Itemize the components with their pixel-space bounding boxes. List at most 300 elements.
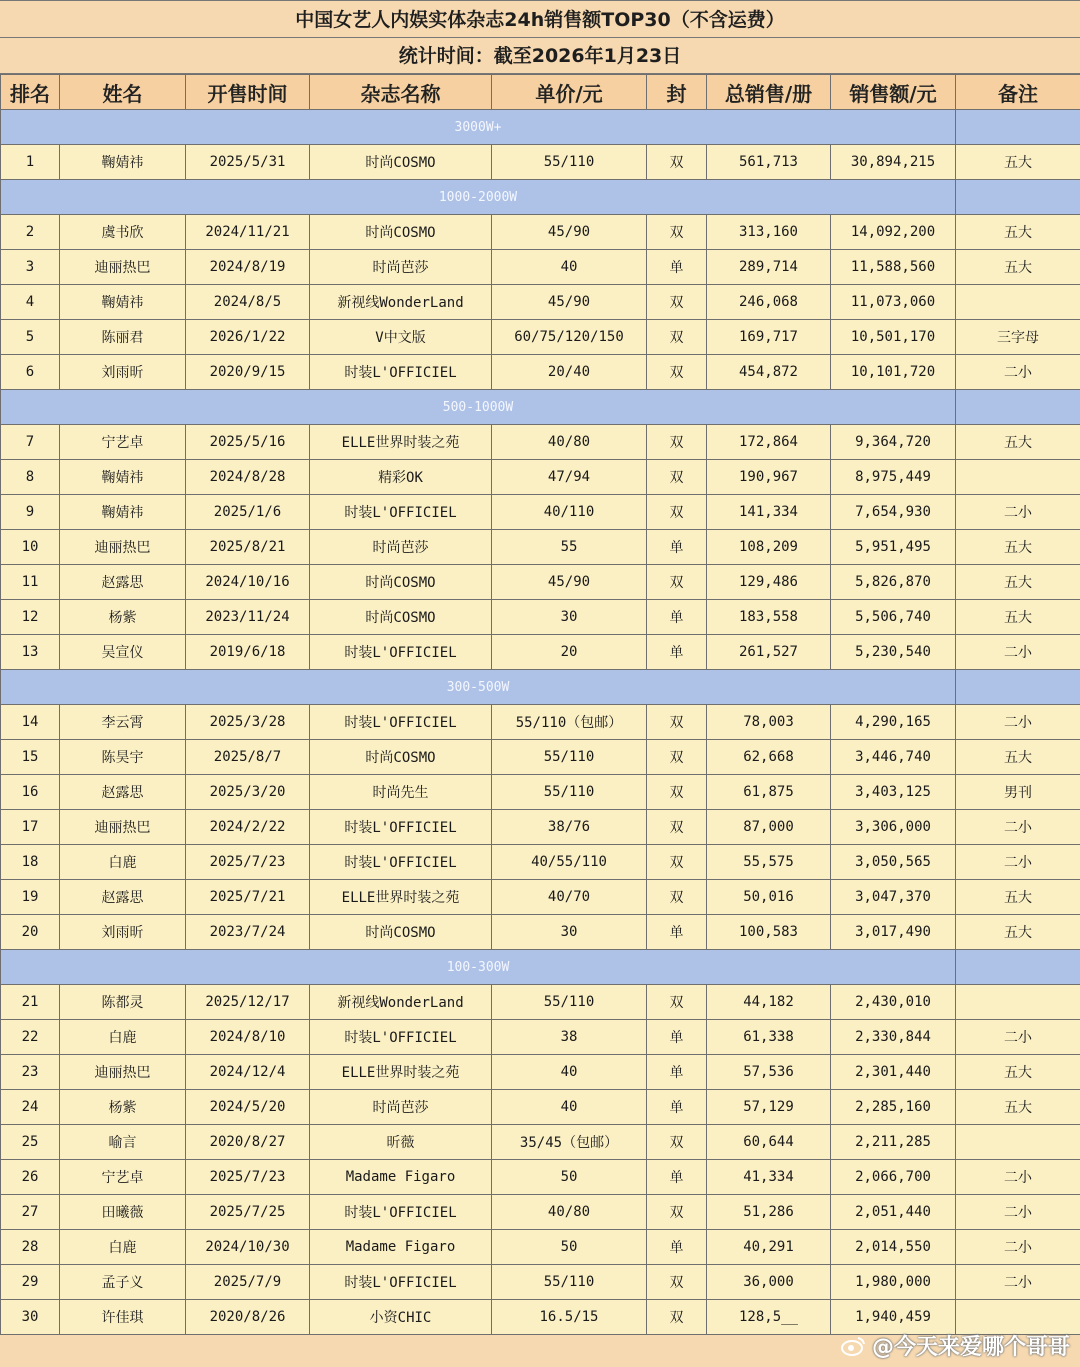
group-row [1,950,1080,985]
name-cell: 赵露思 [60,565,186,600]
price-cell: 50 [492,1230,647,1265]
magazine-cell: V中文版 [310,320,492,355]
table-row [1,1020,1080,1055]
copies-cell: 561,713 [707,145,831,180]
rank-cell: 5 [1,320,60,355]
cover-cell: 双 [647,460,707,495]
rank-cell: 22 [1,1020,60,1055]
date-cell: 2025/12/17 [186,985,310,1020]
name-cell: 孟子义 [60,1265,186,1300]
rank-cell: 13 [1,635,60,670]
rank-cell: 1 [1,145,60,180]
cover-cell: 单 [647,635,707,670]
note-cell: 五大 [956,425,1080,460]
note-cell: 五大 [956,530,1080,565]
copies-cell: 141,334 [707,495,831,530]
rank-cell: 25 [1,1125,60,1160]
magazine-cell: 小资CHIC [310,1300,492,1335]
date-cell: 2025/1/6 [186,495,310,530]
magazine-cell: 时尚COSMO [310,145,492,180]
magazine-cell: 时尚COSMO [310,600,492,635]
rank-cell: 17 [1,810,60,845]
rank-cell: 26 [1,1160,60,1195]
table-row [1,1230,1080,1265]
cover-cell: 双 [647,775,707,810]
note-cell [956,1125,1080,1160]
cover-cell: 双 [647,1265,707,1300]
name-cell: 田曦薇 [60,1195,186,1230]
table-row [1,810,1080,845]
group-row [1,110,1080,145]
group-note-cell [956,950,1080,985]
note-cell: 二小 [956,705,1080,740]
revenue-cell: 2,051,440 [831,1195,956,1230]
table-row [1,320,1080,355]
table-row [1,600,1080,635]
magazine-cell: 时尚芭莎 [310,1090,492,1125]
copies-cell: 62,668 [707,740,831,775]
col-price: 单价/元 [492,75,647,110]
col-copies: 总销售/册 [707,75,831,110]
cover-cell: 单 [647,1055,707,1090]
price-cell: 55/110 [492,145,647,180]
revenue-cell: 2,301,440 [831,1055,956,1090]
group-row [1,670,1080,705]
rank-cell: 3 [1,250,60,285]
cover-cell: 单 [647,1020,707,1055]
table-row [1,845,1080,880]
col-date: 开售时间 [186,75,310,110]
note-cell: 五大 [956,600,1080,635]
table-row [1,1160,1080,1195]
note-cell: 五大 [956,145,1080,180]
date-cell: 2025/7/9 [186,1265,310,1300]
revenue-cell: 2,066,700 [831,1160,956,1195]
copies-cell: 183,558 [707,600,831,635]
cover-cell: 双 [647,985,707,1020]
note-cell: 五大 [956,215,1080,250]
price-cell: 55/110 [492,985,647,1020]
name-cell: 鞠婧祎 [60,145,186,180]
price-cell: 40 [492,1090,647,1125]
table-body [1,110,1080,1335]
group-label: 500-1000W [1,390,956,425]
magazine-cell: 时尚芭莎 [310,530,492,565]
magazine-cell: 时尚COSMO [310,215,492,250]
rank-cell: 10 [1,530,60,565]
magazine-cell: 新视线WonderLand [310,285,492,320]
table-row [1,565,1080,600]
revenue-cell: 1,940,459 [831,1300,956,1335]
rank-cell: 16 [1,775,60,810]
date-cell: 2019/6/18 [186,635,310,670]
magazine-cell: 时尚COSMO [310,740,492,775]
table-row [1,460,1080,495]
magazine-cell: 时尚COSMO [310,565,492,600]
group-note-cell [956,390,1080,425]
date-cell: 2024/10/30 [186,1230,310,1265]
note-cell: 五大 [956,1090,1080,1125]
copies-cell: 57,129 [707,1090,831,1125]
table-row [1,740,1080,775]
sales-table [0,74,1080,1335]
note-cell: 二小 [956,355,1080,390]
revenue-cell: 9,364,720 [831,425,956,460]
magazine-cell: 时装L'OFFICIEL [310,355,492,390]
revenue-cell: 11,588,560 [831,250,956,285]
note-cell: 二小 [956,1265,1080,1300]
table-row [1,880,1080,915]
date-cell: 2024/8/19 [186,250,310,285]
note-cell: 二小 [956,1195,1080,1230]
date-cell: 2024/12/4 [186,1055,310,1090]
rank-cell: 11 [1,565,60,600]
date-cell: 2025/7/23 [186,845,310,880]
table-row [1,495,1080,530]
group-note-cell [956,110,1080,145]
copies-cell: 261,527 [707,635,831,670]
cover-cell: 单 [647,600,707,635]
cover-cell: 双 [647,845,707,880]
price-cell: 30 [492,600,647,635]
name-cell: 陈昊宇 [60,740,186,775]
price-cell: 40/55/110 [492,845,647,880]
magazine-cell: 时装L'OFFICIEL [310,810,492,845]
magazine-cell: 时尚COSMO [310,915,492,950]
name-cell: 宁艺卓 [60,1160,186,1195]
magazine-cell: 精彩OK [310,460,492,495]
cover-cell: 双 [647,145,707,180]
revenue-cell: 2,211,285 [831,1125,956,1160]
rank-cell: 6 [1,355,60,390]
name-cell: 刘雨昕 [60,355,186,390]
revenue-cell: 3,047,370 [831,880,956,915]
magazine-cell: 时装L'OFFICIEL [310,845,492,880]
revenue-cell: 2,285,160 [831,1090,956,1125]
cover-cell: 双 [647,810,707,845]
note-cell: 二小 [956,810,1080,845]
revenue-cell: 2,014,550 [831,1230,956,1265]
name-cell: 杨紫 [60,1090,186,1125]
copies-cell: 87,000 [707,810,831,845]
name-cell: 吴宣仪 [60,635,186,670]
revenue-cell: 3,306,000 [831,810,956,845]
date-cell: 2020/9/15 [186,355,310,390]
note-cell: 五大 [956,915,1080,950]
name-cell: 迪丽热巴 [60,250,186,285]
cover-cell: 双 [647,1125,707,1160]
name-cell: 宁艺卓 [60,425,186,460]
price-cell: 40/80 [492,1195,647,1230]
copies-cell: 313,160 [707,215,831,250]
cover-cell: 双 [647,705,707,740]
name-cell: 迪丽热巴 [60,810,186,845]
note-cell: 五大 [956,880,1080,915]
copies-cell: 190,967 [707,460,831,495]
magazine-cell: Madame Figaro [310,1230,492,1265]
revenue-cell: 10,101,720 [831,355,956,390]
revenue-cell: 3,446,740 [831,740,956,775]
group-note-cell [956,670,1080,705]
rank-cell: 24 [1,1090,60,1125]
note-cell: 五大 [956,565,1080,600]
revenue-cell: 1,980,000 [831,1265,956,1300]
table-row [1,1055,1080,1090]
table-row [1,285,1080,320]
name-cell: 刘雨昕 [60,915,186,950]
rank-cell: 8 [1,460,60,495]
rank-cell: 30 [1,1300,60,1335]
price-cell: 40/80 [492,425,647,460]
revenue-cell: 3,050,565 [831,845,956,880]
table-row [1,250,1080,285]
price-cell: 20 [492,635,647,670]
date-cell: 2025/7/23 [186,1160,310,1195]
revenue-cell: 5,506,740 [831,600,956,635]
table-row [1,530,1080,565]
magazine-cell: 昕薇 [310,1125,492,1160]
col-note: 备注 [956,75,1080,110]
cover-cell: 双 [647,355,707,390]
copies-cell: 78,003 [707,705,831,740]
date-cell: 2024/8/28 [186,460,310,495]
copies-cell: 108,209 [707,530,831,565]
copies-cell: 57,536 [707,1055,831,1090]
price-cell: 55/110 [492,1265,647,1300]
table-row [1,355,1080,390]
header-row [1,75,1080,110]
rank-cell: 23 [1,1055,60,1090]
price-cell: 50 [492,1160,647,1195]
price-cell: 20/40 [492,355,647,390]
magazine-cell: ELLE世界时装之苑 [310,425,492,460]
price-cell: 38 [492,1020,647,1055]
magazine-cell: 时装L'OFFICIEL [310,1265,492,1300]
note-cell: 五大 [956,1055,1080,1090]
copies-cell: 169,717 [707,320,831,355]
name-cell: 鞠婧祎 [60,285,186,320]
copies-cell: 36,000 [707,1265,831,1300]
revenue-cell: 8,975,449 [831,460,956,495]
cover-cell: 双 [647,215,707,250]
table-row [1,775,1080,810]
revenue-cell: 5,951,495 [831,530,956,565]
cover-cell: 单 [647,915,707,950]
table-row [1,705,1080,740]
revenue-cell: 5,230,540 [831,635,956,670]
date-cell: 2024/11/21 [186,215,310,250]
price-cell: 40 [492,250,647,285]
table-subtitle: 统计时间：截至2026年1月23日 [0,38,1080,74]
revenue-cell: 4,290,165 [831,705,956,740]
price-cell: 45/90 [492,215,647,250]
copies-cell: 55,575 [707,845,831,880]
magazine-cell: 时尚先生 [310,775,492,810]
note-cell: 二小 [956,635,1080,670]
note-cell [956,285,1080,320]
table-row [1,1090,1080,1125]
table-row [1,1265,1080,1300]
price-cell: 55/110（包邮） [492,705,647,740]
table-row [1,1195,1080,1230]
group-row [1,390,1080,425]
col-cover: 封 [647,75,707,110]
price-cell: 40 [492,1055,647,1090]
date-cell: 2024/5/20 [186,1090,310,1125]
name-cell: 许佳琪 [60,1300,186,1335]
date-cell: 2025/5/16 [186,425,310,460]
rank-cell: 14 [1,705,60,740]
revenue-cell: 2,430,010 [831,985,956,1020]
price-cell: 35/45（包邮） [492,1125,647,1160]
cover-cell: 双 [647,285,707,320]
copies-cell: 50,016 [707,880,831,915]
col-rank: 排名 [1,75,60,110]
date-cell: 2025/3/20 [186,775,310,810]
date-cell: 2025/7/25 [186,1195,310,1230]
table-row [1,915,1080,950]
rank-cell: 7 [1,425,60,460]
cover-cell: 单 [647,250,707,285]
name-cell: 陈都灵 [60,985,186,1020]
table-row [1,1125,1080,1160]
revenue-cell: 7,654,930 [831,495,956,530]
rank-cell: 2 [1,215,60,250]
name-cell: 白鹿 [60,1230,186,1265]
magazine-cell: 时装L'OFFICIEL [310,1020,492,1055]
magazine-cell: 时装L'OFFICIEL [310,1195,492,1230]
copies-cell: 172,864 [707,425,831,460]
group-label: 1000-2000W [1,180,956,215]
copies-cell: 44,182 [707,985,831,1020]
date-cell: 2020/8/26 [186,1300,310,1335]
cover-cell: 双 [647,565,707,600]
cover-cell: 双 [647,880,707,915]
date-cell: 2024/2/22 [186,810,310,845]
name-cell: 迪丽热巴 [60,1055,186,1090]
magazine-cell: 时装L'OFFICIEL [310,635,492,670]
name-cell: 喻言 [60,1125,186,1160]
watermark-text: @今天来爱哪个哥哥 [871,1335,1070,1360]
name-cell: 杨紫 [60,600,186,635]
date-cell: 2025/8/21 [186,530,310,565]
name-cell: 虞书欣 [60,215,186,250]
date-cell: 2023/7/24 [186,915,310,950]
rank-cell: 9 [1,495,60,530]
cover-cell: 双 [647,425,707,460]
rank-cell: 28 [1,1230,60,1265]
date-cell: 2023/11/24 [186,600,310,635]
note-cell [956,460,1080,495]
revenue-cell: 2,330,844 [831,1020,956,1055]
revenue-cell: 3,017,490 [831,915,956,950]
table-row [1,425,1080,460]
note-cell: 二小 [956,495,1080,530]
copies-cell: 246,068 [707,285,831,320]
cover-cell: 双 [647,1195,707,1230]
copies-cell: 51,286 [707,1195,831,1230]
copies-cell: 100,583 [707,915,831,950]
price-cell: 40/70 [492,880,647,915]
date-cell: 2024/8/10 [186,1020,310,1055]
group-row [1,180,1080,215]
magazine-cell: 时尚芭莎 [310,250,492,285]
rank-cell: 20 [1,915,60,950]
date-cell: 2025/3/28 [186,705,310,740]
note-cell: 二小 [956,1020,1080,1055]
price-cell: 55/110 [492,775,647,810]
col-revenue: 销售额/元 [831,75,956,110]
cover-cell: 单 [647,1160,707,1195]
copies-cell: 129,486 [707,565,831,600]
price-cell: 47/94 [492,460,647,495]
copies-cell: 60,644 [707,1125,831,1160]
name-cell: 白鹿 [60,845,186,880]
table-row [1,635,1080,670]
name-cell: 陈丽君 [60,320,186,355]
revenue-cell: 14,092,200 [831,215,956,250]
cover-cell: 双 [647,495,707,530]
rank-cell: 21 [1,985,60,1020]
date-cell: 2024/10/16 [186,565,310,600]
rank-cell: 18 [1,845,60,880]
date-cell: 2026/1/22 [186,320,310,355]
group-label: 3000W+ [1,110,956,145]
note-cell: 男刊 [956,775,1080,810]
price-cell: 30 [492,915,647,950]
date-cell: 2024/8/5 [186,285,310,320]
rank-cell: 19 [1,880,60,915]
magazine-cell: ELLE世界时装之苑 [310,1055,492,1090]
revenue-cell: 10,501,170 [831,320,956,355]
note-cell: 二小 [956,845,1080,880]
magazine-cell: 时装L'OFFICIEL [310,495,492,530]
cover-cell: 单 [647,1230,707,1265]
price-cell: 40/110 [492,495,647,530]
revenue-cell: 5,826,870 [831,565,956,600]
name-cell: 鞠婧祎 [60,460,186,495]
copies-cell: 128,5__ [707,1300,831,1335]
cover-cell: 双 [647,740,707,775]
copies-cell: 61,875 [707,775,831,810]
table-row [1,215,1080,250]
price-cell: 38/76 [492,810,647,845]
magazine-cell: 时装L'OFFICIEL [310,705,492,740]
magazine-cell: 新视线WonderLand [310,985,492,1020]
rank-cell: 4 [1,285,60,320]
name-cell: 李云霄 [60,705,186,740]
date-cell: 2025/5/31 [186,145,310,180]
rank-cell: 27 [1,1195,60,1230]
cover-cell: 双 [647,1300,707,1335]
revenue-cell: 30,894,215 [831,145,956,180]
price-cell: 60/75/120/150 [492,320,647,355]
note-cell: 二小 [956,1160,1080,1195]
weibo-watermark [840,1330,1070,1361]
note-cell: 五大 [956,250,1080,285]
date-cell: 2025/7/21 [186,880,310,915]
col-name: 姓名 [60,75,186,110]
group-label: 100-300W [1,950,956,985]
price-cell: 16.5/15 [492,1300,647,1335]
cover-cell: 单 [647,530,707,565]
price-cell: 45/90 [492,285,647,320]
copies-cell: 61,338 [707,1020,831,1055]
name-cell: 赵露思 [60,775,186,810]
price-cell: 55 [492,530,647,565]
name-cell: 迪丽热巴 [60,530,186,565]
date-cell: 2020/8/27 [186,1125,310,1160]
